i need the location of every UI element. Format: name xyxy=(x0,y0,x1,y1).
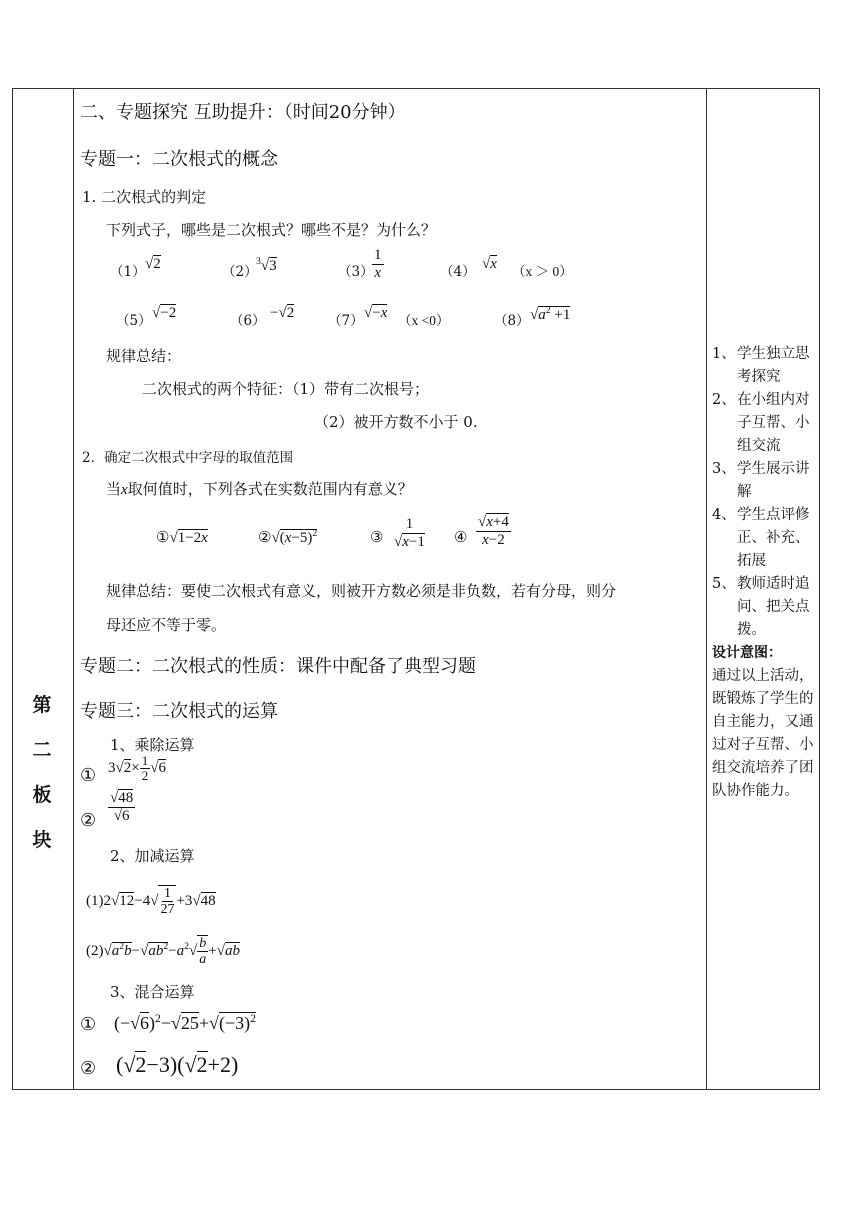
activity-item xyxy=(712,504,816,573)
mixed-expr-2: (√2−3)(√2+2) xyxy=(116,1052,239,1077)
add-expr-1: (1)2√12−4√ $\frac{1}{27}$ +3√48 xyxy=(86,886,216,918)
circled-number: ② xyxy=(80,1058,97,1079)
activity-item xyxy=(712,458,816,504)
mul-expr: 3√2× $\frac{1}{2}$ √6 xyxy=(108,753,166,784)
rule-b-line-1: 规律总结：要使二次根式有意义，则被开方数必须是非负数，若有分母，则分 xyxy=(106,582,617,600)
question2-post: 取何值时，下列各式在实数范围内有意义？ xyxy=(127,480,413,498)
activity-number: 2、 xyxy=(712,392,736,408)
condition-text: （x <0） xyxy=(398,313,450,328)
block-label-char: 二 xyxy=(32,739,52,761)
topic1-sub1: 1. 二次根式的判定 xyxy=(82,188,207,206)
item-label: （5） xyxy=(116,313,152,329)
domain-frac-4: $\frac{√x+4}{x-2}$ xyxy=(478,514,509,548)
add-expr-2: $(2)√a^2b-√ab^2-a^2√$ $\frac{b}{a}$ +√ab xyxy=(86,936,240,968)
circled-number: ② xyxy=(258,530,272,546)
column-divider-right xyxy=(706,89,707,1089)
rule-line-1: 二次根式的两个特征：（1）带有二次根号； xyxy=(142,380,430,398)
item-label: （2） xyxy=(222,264,258,280)
activity-number: 1、 xyxy=(712,346,736,362)
topic1-title: 专题一：二次根式的概念 xyxy=(80,149,278,170)
item-label: （4） xyxy=(440,264,476,280)
activity-item xyxy=(712,573,816,642)
domain-expr-3 xyxy=(370,528,383,547)
domain-expr-1: ①√1−2x xyxy=(156,530,208,546)
circled-number: ④ xyxy=(454,530,468,546)
activity-text: 教师适时追问、把关点拨。 xyxy=(737,576,810,638)
problem-number: (1) xyxy=(86,892,104,909)
circled-number: ① xyxy=(80,765,97,786)
item-label: （7） xyxy=(328,313,364,329)
circled-number: ③ xyxy=(370,530,384,546)
activity-text: 学生展示讲解 xyxy=(737,461,810,500)
circled-number: ① xyxy=(80,1014,97,1035)
question2-var: x xyxy=(121,482,128,498)
rule-line-2: （2）被开方数不小于 0. xyxy=(314,413,478,431)
expr-one-over-x: $\frac{1}{x}$ xyxy=(374,247,382,281)
div-expr: $\frac{√48}{√6}$ xyxy=(110,790,134,824)
item-label: （8） xyxy=(494,313,530,329)
mixed-label: 3、混合运算 xyxy=(110,983,195,1001)
problem-number: (2) xyxy=(86,942,104,959)
section-title: 二、专题探究 互助提升：（时间20分钟） xyxy=(80,102,406,123)
domain-expr-4 xyxy=(454,528,467,547)
condition-text: （x ＞ 0） xyxy=(512,264,573,279)
expr-sqrt2: √2 xyxy=(145,256,161,272)
topic1-question: 下列式子，哪些是二次根式？哪些不是？为什么？ xyxy=(106,221,437,239)
rule-b-line-2: 母还应不等于零。 xyxy=(106,616,227,634)
topic3-title: 专题三：二次根式的运算 xyxy=(80,701,278,722)
circled-number: ① xyxy=(156,530,170,546)
activity-notes xyxy=(712,343,816,803)
activity-text: 学生独立思考探究 xyxy=(737,346,810,385)
expr-sqrt-negx: √−x xyxy=(364,305,388,321)
activity-item xyxy=(712,389,816,458)
activity-number: 3、 xyxy=(712,461,736,477)
question2-pre: 当 xyxy=(106,480,122,498)
domain-frac-3: $\frac{1}{√x-1}$ xyxy=(394,516,425,550)
activity-item xyxy=(712,343,816,389)
topic2-title: 专题二：二次根式的性质：课件中配备了典型习题 xyxy=(80,656,476,677)
activity-text: 学生点评修正、补充、拓展 xyxy=(737,507,810,569)
item-label: （6） xyxy=(230,313,266,329)
rule-label: 规律总结： xyxy=(106,347,182,365)
add-sub-label: 2、加减运算 xyxy=(110,847,195,865)
expr-sqrt-neg2: √−2 xyxy=(152,305,177,321)
mul-div-label: 1、乘除运算 xyxy=(110,736,195,754)
activity-text: 在小组内对子互帮、小组交流 xyxy=(737,392,810,454)
topic1-question2 xyxy=(106,478,413,499)
item-label: （3） xyxy=(338,264,374,280)
column-divider-left xyxy=(73,89,74,1089)
circled-number: ② xyxy=(80,810,97,831)
topic1-sub2: 2．确定二次根式中字母的取值范围 xyxy=(82,450,294,466)
expr-neg-sqrt2: −√2 xyxy=(270,305,295,321)
activity-number: 4、 xyxy=(712,507,736,523)
domain-expr-2: $②√(x-5)^2$ xyxy=(258,528,318,546)
block-label-char: 块 xyxy=(32,829,52,851)
block-label-char: 板 xyxy=(32,784,52,806)
item-label: （1） xyxy=(110,264,146,280)
expr-sqrt-a2-plus-1: $√a^2 +1$ xyxy=(530,305,571,323)
mixed-expr-1: $(-√6)^2-√25+√(-3)^2$ xyxy=(114,1012,256,1033)
design-label: 设计意图： xyxy=(712,645,782,661)
expr-cbrt3: $^3$√3 xyxy=(256,256,277,274)
expr-sqrtx: √x xyxy=(482,256,497,272)
block-label-char: 第 xyxy=(32,694,52,716)
design-text: 通过以上活动，既锻炼了学生的自主能力，又通过对子互帮、小组交流培养了团队协作能力。 xyxy=(712,668,814,799)
activity-number: 5、 xyxy=(712,576,736,592)
